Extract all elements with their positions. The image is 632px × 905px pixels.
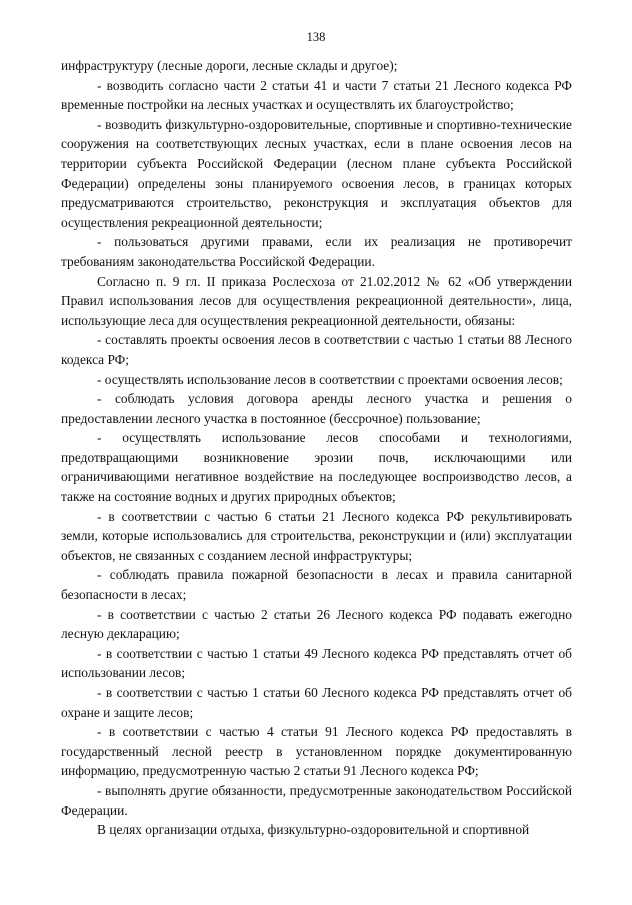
paragraph: - в соответствии с частью 6 статьи 21 Лесного кодекса РФ рекультивировать земли, которые использовались для строительства, реконструкции и (или) эксплуатации объектов, не связанных с созданием лесной инфраструктуры; — [61, 508, 572, 563]
paragraph: - в соответствии с частью 2 статьи 26 Лесного кодекса РФ подавать ежегодно лесную декларацию; — [61, 606, 572, 642]
paragraph: - в соответствии с частью 1 статьи 60 Лесного кодекса РФ представлять отчет об охране и защите лесов; — [61, 685, 572, 720]
paragraph: - в соответствии с частью 1 статьи 49 Лесного кодекса РФ представлять отчет об использовании лесов; — [61, 645, 572, 681]
paragraph: - возводить согласно части 2 статьи 41 и части 7 статьи 21 Лесного кодекса РФ временные постройки на лесных участках и осуществлять их благоустройство; — [61, 77, 572, 113]
paragraph: - осуществлять использование лесов в соответствии с проектами освоения лесов; — [97, 371, 563, 387]
paragraph: - составлять проекты освоения лесов в соответствии с частью 1 статьи 88 Лесного кодекса РФ; — [61, 332, 572, 367]
paragraph: В целях организации отдыха, физкультурно-оздоровительной и спортивной — [97, 822, 530, 838]
page-number: 138 — [306, 30, 326, 44]
paragraph: - пользоваться другими правами, если их реализация не противоречит требованиям законодательства Российской Федерации. — [61, 234, 572, 269]
paragraph: Согласно п. 9 гл. II приказа Рослесхоза от 21.02.2012 № 62 «Об утверждении Правил использования лесов для осуществления рекреационной деятельности», лица, использующие леса для осуществления рекреационной деятельности, обязаны: — [61, 273, 572, 328]
paragraph: - возводить физкультурно-оздоровительные, спортивные и спортивно-технические сооружения на соответствующих лесных участках, если в плане освоения лесов на территории субъекта Российской Федерации (лесном плане субъекта Российской Федерации) определены зоны планируемого освоения лесов, в границах которых предусматриваются строительство, реконструкция и эксплуатация объектов для осуществления рекреационной деятельности; — [61, 116, 572, 230]
paragraph: - соблюдать условия договора аренды лесного участка и решения о предоставлении лесного участка в постоянное (бессрочное) пользование; — [61, 391, 572, 426]
paragraph: - в соответствии с частью 4 статьи 91 Лесного кодекса РФ предоставлять в государственный лесной реестр в установленном порядке документированную информацию, предусмотренную частью 2 статьи 91 Лесного кодекса РФ; — [61, 724, 572, 779]
paragraph: - выполнять другие обязанности, предусмотренные законодательством Российской Федерации. — [61, 782, 572, 818]
paragraph: инфраструктуру (лесные дороги, лесные склады и другое); — [61, 58, 398, 73]
paragraph: - соблюдать правила пожарной безопасности в лесах и правила санитарной безопасности в лесах; — [61, 567, 572, 603]
body-text — [61, 56, 572, 840]
paragraph: - осуществлять использование лесов способами и технологиями, предотвращающими возникновение эрозии почв, исключающими или ограничивающими негативное воздействие на последующее воспроизводство лесов, а также на состояние водных и других природных объектов; — [61, 430, 572, 505]
